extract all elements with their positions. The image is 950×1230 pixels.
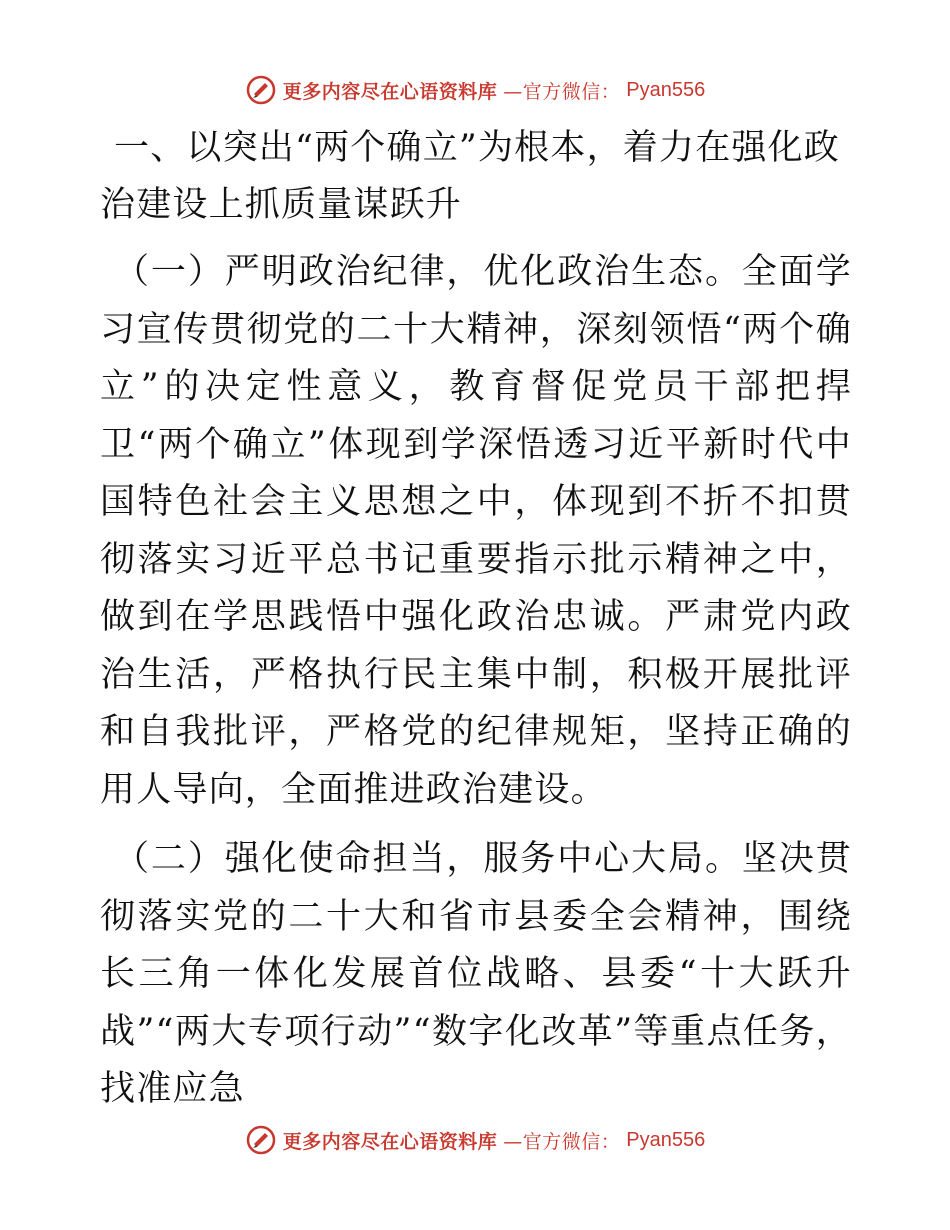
paragraph-1: （一）严明政治纪律，优化政治生态。全面学习宣传贯彻党的二十大精神，深刻领悟“两个确立”的决定性意义，教育督促党员干部把捍卫“两个确立”体现到学深悟透习近平新时代中国特色社会主义思想之中，体现到不折不扣贯彻落实习近平总书记重要指示批示精神之中，做到在学思践悟中强化政治忠诚。严肃党内政治生活，严格执行民主集中制，积极开展批评和自我批评，严格党的纪律规矩，坚持正确的用人导向，全面推进政治建设。 <box>100 252 852 810</box>
footer-watermark-banner <box>0 1120 950 1160</box>
banner-wechat-id: Pyan556 <box>626 78 706 101</box>
banner-wechat-id: Pyan556 <box>626 1128 706 1151</box>
banner-main-text: 更多内容尽在心语资料库 <box>282 80 498 103</box>
banner-main-text: 更多内容尽在心语资料库 <box>282 1130 498 1153</box>
section-heading: 一、以突出“两个确立”为根本，着力在强化政治建设上抓质量谋跃升 <box>100 128 840 225</box>
header-watermark-banner <box>0 70 950 110</box>
banner-sub-text: —官方微信： <box>503 80 621 103</box>
logo-icon <box>245 74 277 106</box>
logo-icon <box>245 1124 277 1156</box>
document-body <box>100 120 852 1131</box>
paragraph-2: （二）强化使命担当，服务中心大局。坚决贯彻落实党的二十大和省市县委全会精神，围绕长三角一体化发展首位战略、县委“十大跃升战”“两大专项行动”“数字化改革”等重点任务，找准应急 <box>100 839 852 1109</box>
banner-sub-text: —官方微信： <box>503 1130 621 1153</box>
